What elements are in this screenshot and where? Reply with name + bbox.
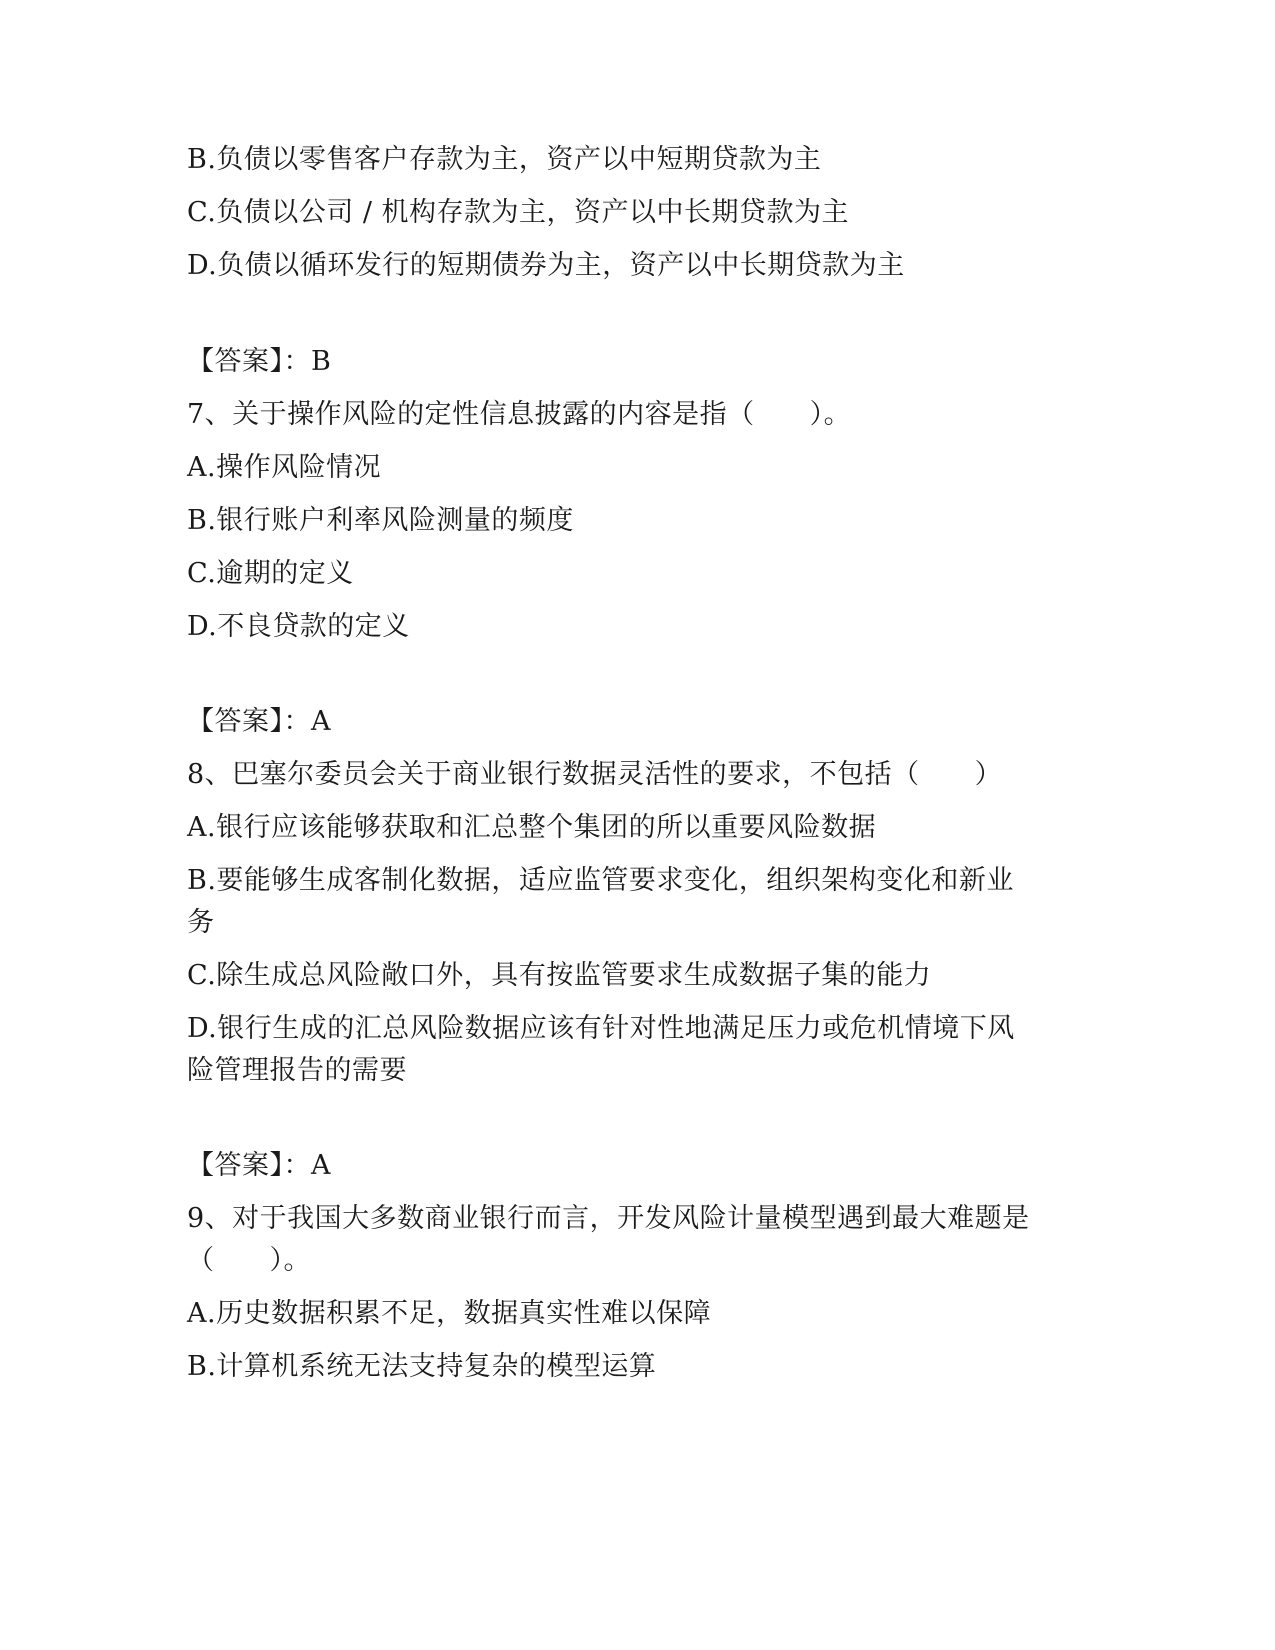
q7-question: 7、关于操作风险的定性信息披露的内容是指（ ）。 [187, 399, 852, 430]
q8-option-c: C.除生成总风险敞口外，具有按监管要求生成数据子集的能力 [187, 960, 932, 991]
q6-answer: 【答案】：B [187, 346, 332, 377]
q9-question-line1: 9、对于我国大多数商业银行而言，开发风险计量模型遇到最大难题是 [187, 1203, 1030, 1234]
q8-option-b-line1: B.要能够生成客制化数据，适应监管要求变化，组织架构变化和新业 [187, 865, 1014, 896]
q8-answer: 【答案】：A [187, 1150, 331, 1181]
q7-option-b: B.银行账户利率风险测量的频度 [187, 505, 574, 536]
q6-option-b: B.负债以零售客户存款为主，资产以中短期贷款为主 [187, 144, 822, 175]
q9-option-b: B.计算机系统无法支持复杂的模型运算 [187, 1351, 657, 1382]
q9-question-line2: （ ）。 [187, 1245, 311, 1276]
q7-option-a: A.操作风险情况 [187, 452, 382, 483]
q8-option-d-line2: 险管理报告的需要 [187, 1055, 407, 1086]
q7-option-c: C.逾期的定义 [187, 558, 354, 589]
q8-option-a: A.银行应该能够获取和汇总整个集团的所以重要风险数据 [187, 812, 877, 843]
q6-option-c: C.负债以公司 / 机构存款为主，资产以中长期贷款为主 [187, 197, 850, 228]
q7-option-d: D.不良贷款的定义 [187, 611, 410, 642]
q8-option-b-line2: 务 [187, 907, 215, 938]
q9-option-a: A.历史数据积累不足，数据真实性难以保障 [187, 1298, 712, 1329]
q6-option-d: D.负债以循环发行的短期债券为主，资产以中长期贷款为主 [187, 250, 905, 281]
q7-answer: 【答案】：A [187, 706, 331, 737]
q8-question: 8、巴塞尔委员会关于商业银行数据灵活性的要求，不包括（ ） [187, 759, 1003, 790]
q8-option-d-line1: D.银行生成的汇总风险数据应该有针对性地满足压力或危机情境下风 [187, 1013, 1015, 1044]
